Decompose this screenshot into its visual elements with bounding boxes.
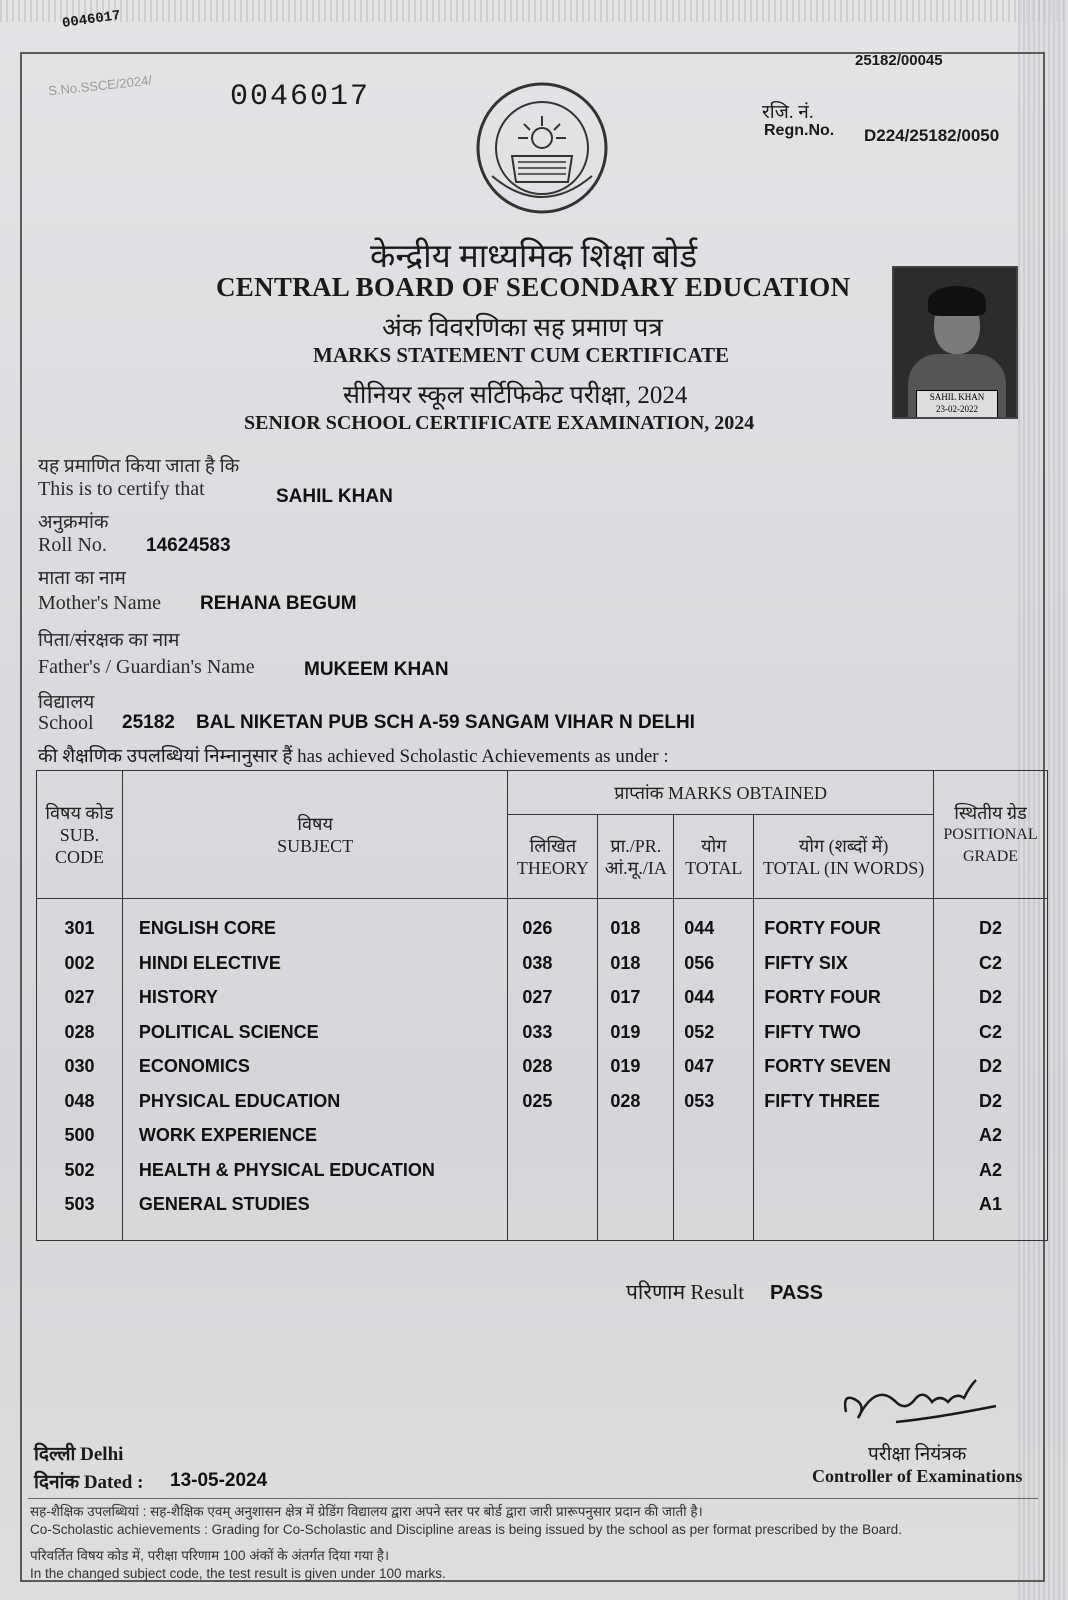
subject-pr-cell: 019 xyxy=(610,1021,641,1042)
school-code: 25182 xyxy=(122,712,175,733)
subject-pr-cell: 018 xyxy=(610,918,641,938)
roll-number: 14624583 xyxy=(146,535,231,556)
subject-name-cell: GENERAL STUDIES xyxy=(138,1194,310,1214)
subject-words-cell: FIFTY TWO xyxy=(764,1021,861,1042)
practical-column xyxy=(598,899,674,1241)
subject-total-cell: 056 xyxy=(684,952,715,973)
header-marks-obtained: प्राप्तांक MARKS OBTAINED xyxy=(508,771,934,815)
top-reference: 25182/00045 xyxy=(855,52,943,69)
header-theory: लिखित THEORY xyxy=(508,815,598,899)
subject-name-cell: HEALTH & PHYSICAL EDUCATION xyxy=(138,1159,435,1180)
achieved-line xyxy=(38,742,669,768)
certify-label-en: This is to certify that xyxy=(38,478,205,500)
code-column xyxy=(37,899,123,1241)
subject-grade-cell: D2 xyxy=(978,1090,1002,1111)
board-name-en: CENTRAL BOARD OF SECONDARY EDUCATION xyxy=(216,272,851,302)
subject-theory-cell xyxy=(522,1118,596,1153)
subject-code-cell: 002 xyxy=(64,952,95,973)
subject-grade-cell: A2 xyxy=(978,1159,1002,1180)
subject-pr-cell: 017 xyxy=(610,987,641,1007)
footnote-2-hi: परिवर्तित विषय कोड में, परीक्षा परिणाम 100 अंकों के अंतर्गत दिया गया है। xyxy=(30,1548,390,1563)
theory-column xyxy=(508,899,598,1241)
subject-total-cell xyxy=(684,1187,752,1222)
subject-pr-cell: 028 xyxy=(610,1090,641,1111)
result-label: परिणाम Result xyxy=(626,1280,745,1304)
header-sub-code: विषय कोड SUB. CODE xyxy=(37,771,123,899)
subject-total-cell xyxy=(684,1118,752,1153)
subject-grade-cell: D2 xyxy=(978,1056,1002,1076)
subject-words-cell xyxy=(764,1187,932,1222)
subject-column xyxy=(122,899,507,1241)
roll-label-en: Roll No. xyxy=(38,534,107,556)
school-name: BAL NIKETAN PUB SCH A-59 SANGAM VIHAR N DELHI xyxy=(196,712,695,733)
subject-total-cell: 053 xyxy=(684,1090,715,1111)
subject-theory-cell: 026 xyxy=(522,918,553,938)
subject-name-cell: ENGLISH CORE xyxy=(138,918,276,938)
controller-signature xyxy=(836,1372,1006,1442)
subject-code-cell: 301 xyxy=(64,918,95,938)
subject-code-cell: 048 xyxy=(64,1090,95,1111)
subject-pr-cell xyxy=(610,1187,672,1222)
subject-theory-cell xyxy=(522,1153,596,1188)
subject-pr-cell: 018 xyxy=(610,952,641,973)
mother-name: REHANA BEGUM xyxy=(200,593,357,614)
subject-total-cell: 044 xyxy=(684,918,715,938)
footer-divider xyxy=(28,1498,1038,1499)
serial-top-left: 0046017 xyxy=(61,7,122,33)
subject-code-cell: 030 xyxy=(64,1056,95,1076)
subject-theory-cell xyxy=(522,1187,596,1222)
dated-label: दिनांक Dated : xyxy=(34,1472,144,1493)
header-subject: विषय SUBJECT xyxy=(122,771,507,899)
photo-caption: SAHIL KHAN 23-02-2022 xyxy=(916,390,998,418)
subject-name-cell: WORK EXPERIENCE xyxy=(138,1125,317,1145)
board-name-hi: केन्द्रीय माध्यमिक शिक्षा बोर्ड xyxy=(370,239,698,275)
achieved-en: has achieved Scholastic Achievements as under : xyxy=(297,746,669,767)
subject-words-cell xyxy=(764,1118,932,1153)
achieved-hi: की शैक्षणिक उपलब्धियां निम्नानुसार हैं xyxy=(38,746,293,767)
header-positional-grade: स्थितीय ग्रेड POSITIONAL GRADE xyxy=(934,771,1048,899)
regn-number: D224/25182/0050 xyxy=(864,126,1000,145)
subject-code-cell: 028 xyxy=(64,1021,95,1042)
subject-name-cell: POLITICAL SCIENCE xyxy=(138,1021,319,1042)
subject-theory-cell: 027 xyxy=(522,987,553,1007)
subject-grade-cell: C2 xyxy=(978,1021,1002,1042)
exam-name-hi: सीनियर स्कूल सर्टिफिकेट परीक्षा, 2024 xyxy=(343,382,688,409)
subject-grade-cell: A1 xyxy=(978,1194,1002,1214)
header-practical: प्रा./PR. आं.मू./IA xyxy=(598,815,674,899)
doc-title-en: MARKS STATEMENT CUM CERTIFICATE xyxy=(313,343,730,367)
mother-label-en: Mother's Name xyxy=(38,592,162,614)
marks-table xyxy=(36,770,1048,1241)
subject-code-cell: 500 xyxy=(64,1125,95,1145)
subject-total-cell: 044 xyxy=(684,987,715,1007)
regn-label-en: Regn.No. xyxy=(764,122,835,139)
subject-theory-cell: 025 xyxy=(522,1090,553,1111)
regn-label-hi: रजि. नं. xyxy=(762,102,814,123)
subject-pr-cell: 019 xyxy=(610,1056,641,1076)
scan-edge-top xyxy=(0,0,1068,22)
subject-words-cell: FIFTY THREE xyxy=(764,1090,880,1111)
total-column xyxy=(674,899,754,1241)
subject-name-cell: ECONOMICS xyxy=(138,1056,250,1076)
subject-grade-cell: D2 xyxy=(978,918,1002,938)
signatory-en: Controller of Examinations xyxy=(812,1466,1023,1486)
footnote-1-hi: सह-शैक्षिक उपलब्धियां : सह-शैक्षिक एवम् अनुशासन क्षेत्र में ग्रेडिंग विद्यालय द्वारा अपने स्तर पर बोर्ड द्वारा जारी प्रारूपनुसार प्रदान की जाती है। xyxy=(30,1504,703,1519)
mother-label-hi: माता का नाम xyxy=(38,568,126,589)
subject-theory-cell: 028 xyxy=(522,1056,553,1076)
total-words-column xyxy=(754,899,934,1241)
grade-column xyxy=(934,899,1048,1241)
subject-name-cell: HINDI ELECTIVE xyxy=(138,952,281,973)
signatory-hi: परीक्षा नियंत्रक xyxy=(868,1444,967,1465)
footnote-2-en: In the changed subject code, the test result is given under 100 marks. xyxy=(30,1566,446,1581)
roll-label-hi: अनुक्रमांक xyxy=(38,512,109,533)
subject-pr-cell xyxy=(610,1153,672,1188)
result-value: PASS xyxy=(770,1282,823,1304)
father-name: MUKEEM KHAN xyxy=(304,659,449,680)
subject-words-cell: FORTY FOUR xyxy=(764,987,881,1007)
place-label: दिल्ली Delhi xyxy=(34,1444,124,1465)
subject-total-cell: 047 xyxy=(684,1056,715,1076)
issue-date: 13-05-2024 xyxy=(170,1470,268,1491)
footnote-1-en: Co-Scholastic achievements : Grading for Co-Scholastic and Discipline areas is being issued by the school as per format prescribed by the Board. xyxy=(30,1522,902,1537)
subject-name-cell: PHYSICAL EDUCATION xyxy=(138,1090,341,1111)
subject-code-cell: 502 xyxy=(64,1159,95,1180)
header-total-words: योग (शब्दों में) TOTAL (IN WORDS) xyxy=(754,815,934,899)
subject-pr-cell xyxy=(610,1118,672,1153)
candidate-photo xyxy=(892,266,1018,419)
subject-words-cell: FORTY SEVEN xyxy=(764,1056,891,1076)
exam-name-en: SENIOR SCHOOL CERTIFICATE EXAMINATION, 2024 xyxy=(244,412,755,434)
father-label-hi: पिता/संरक्षक का नाम xyxy=(38,630,180,651)
subject-code-cell: 503 xyxy=(64,1194,95,1214)
doc-title-hi: अंक विवरणिका सह प्रमाण पत्र xyxy=(382,313,663,342)
subject-grade-cell: C2 xyxy=(978,952,1002,973)
candidate-name: SAHIL KHAN xyxy=(276,486,393,507)
header-total: योग TOTAL xyxy=(674,815,754,899)
father-label-en: Father's / Guardian's Name xyxy=(38,656,255,678)
school-label-en: School xyxy=(38,712,94,734)
subject-total-cell xyxy=(684,1153,752,1188)
subject-words-cell: FORTY FOUR xyxy=(764,918,881,938)
subject-grade-cell: D2 xyxy=(978,987,1002,1007)
subject-grade-cell: A2 xyxy=(978,1125,1002,1145)
school-label-hi: विद्यालय xyxy=(38,692,95,713)
subject-theory-cell: 033 xyxy=(522,1021,553,1042)
subject-words-cell: FIFTY SIX xyxy=(764,952,848,973)
subject-name-cell: HISTORY xyxy=(138,987,218,1007)
subject-code-cell: 027 xyxy=(64,987,95,1007)
subject-theory-cell: 038 xyxy=(522,952,553,973)
certify-label-hi: यह प्रमाणित किया जाता है कि xyxy=(38,456,240,477)
serial-number: 0046017 xyxy=(230,80,371,114)
subject-total-cell: 052 xyxy=(684,1021,715,1042)
stamp-small-text: S.No.SSCE/2024/ xyxy=(47,72,153,99)
subject-words-cell xyxy=(764,1153,932,1188)
cbse-seal-logo xyxy=(472,78,612,218)
